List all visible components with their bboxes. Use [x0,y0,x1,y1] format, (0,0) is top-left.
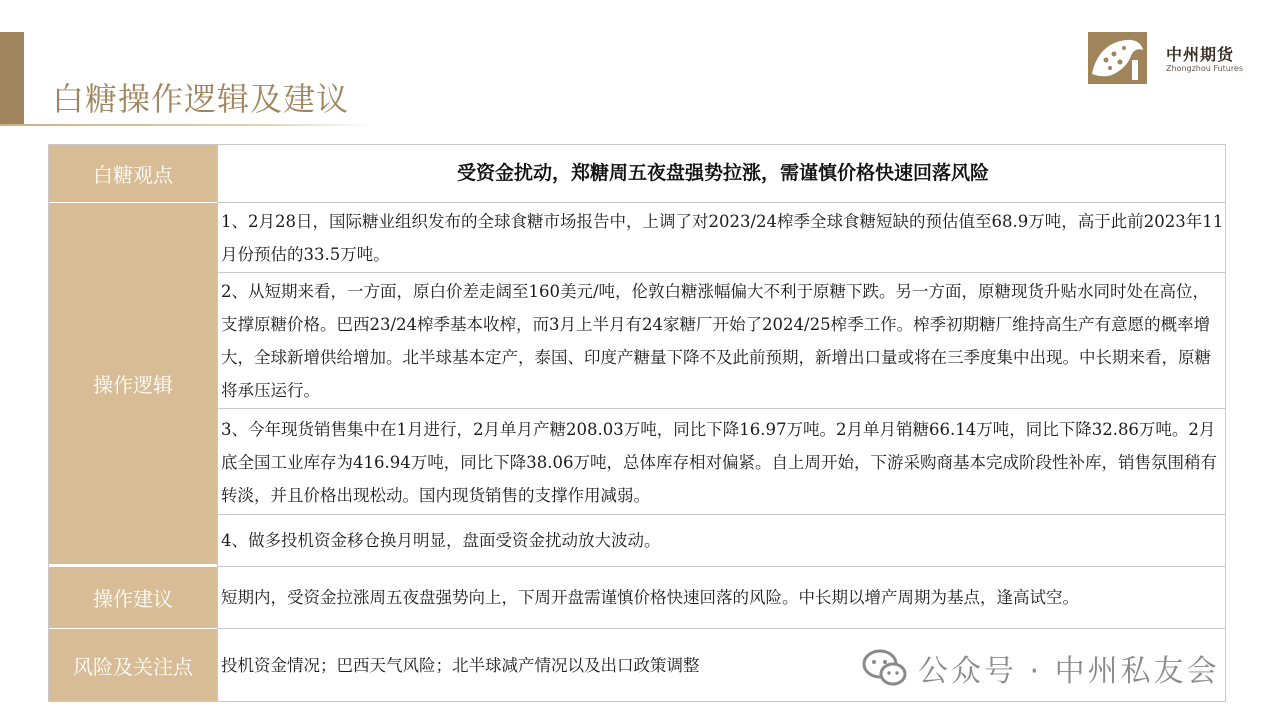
page-title: 白糖操作逻辑及建议 [52,80,350,118]
logo-name: 中州期货 [1166,45,1235,64]
view-headline: 受资金扰动，郑糖周五夜盘强势拉涨，需谨慎价格快速回落风险 [217,145,1225,203]
title-accent-bar [0,32,24,126]
logo-english-name: Zhongzhou Futures [1166,64,1244,73]
watermark-text: 公众号 · 中州私友会 [918,654,1220,689]
logic-point: 1、2月28日，国际糖业组织发布的全球食糖市场报告中，上调了对2023/24榨季全球食糖短缺的预估值至68.9万吨，高于此前2023年11月份预估的33.5万吨。 [217,203,1225,273]
analysis-table [48,144,1226,702]
title-underline [0,124,375,126]
label-risk: 风险及关注点 [49,629,217,701]
company-logo [1086,30,1256,90]
label-view: 白糖观点 [49,145,217,203]
logic-point: 2、从短期来看，一方面，原白价差走阔至160美元/吨，伦敦白糖涨幅偏大不利于原糖下跌。另一方面，原糖现货升贴水同时处在高位，支撑原糖价格。巴西23/24榨季基本收榨，而3月上半月有24家糖厂开始了2024/25榨季工作。榨季初期糖厂维持高生产有意愿的概率增大，全球新增供给增加。北半球基本定产，泰国、印度产糖量下降不及此前预期，新增出口量或将在三季度集中出现。中长期来看，原糖将承压运行。 [217,273,1225,409]
advice-text: 短期内，受资金拉涨周五夜盘强势向上，下周开盘需谨慎价格快速回落的风险。中长期以增产周期为基点，逢高试空。 [217,567,1225,629]
leopard-logo-icon [1086,30,1149,86]
label-logic: 操作逻辑 [49,203,217,565]
risk-text: 投机资金情况；巴西天气风险；北半球减产情况以及出口政策调整 [217,629,1225,701]
wechat-icon [862,649,908,687]
label-advice: 操作建议 [49,567,217,629]
logic-point: 4、做多投机资金移仓换月明显，盘面受资金扰动放大波动。 [217,515,1225,567]
wechat-watermark [862,646,1220,690]
logic-point: 3、今年现货销售集中在1月进行，2月单月产糖208.03万吨，同比下降16.97万吨。2月单月销糖66.14万吨，同比下降32.86万吨。2月底全国工业库存为416.94万吨，同比下降38.06万吨，总体库存相对偏紧。自上周开始，下游采购商基本完成阶段性补库，销售氛围稍有转淡，并且价格出现松动。国内现货销售的支撑作用减弱。 [217,409,1225,515]
